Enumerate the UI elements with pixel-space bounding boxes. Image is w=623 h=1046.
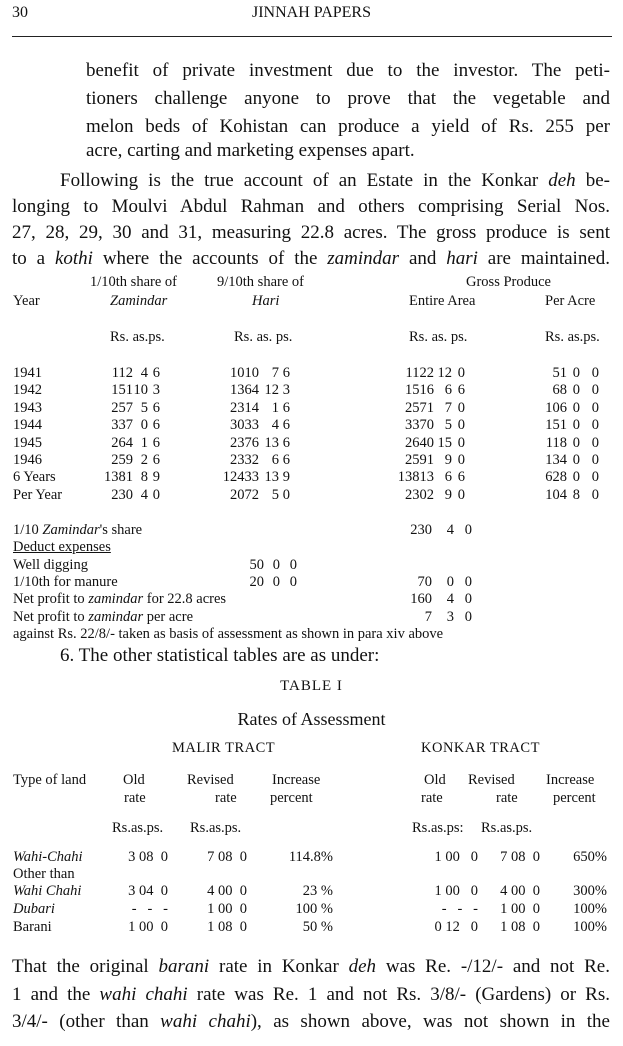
cell-value: 0 bbox=[591, 434, 599, 451]
text-run: are maintained. bbox=[477, 248, 611, 269]
cell-value: 2640 bbox=[405, 434, 434, 451]
cell-value: 0 bbox=[457, 486, 465, 503]
cell-value: 1 08 0 bbox=[207, 919, 247, 935]
text-run: longing to Moulvi Abdul Rahman and others comprising Serial Nos. bbox=[12, 196, 610, 217]
cell-value: 0 bbox=[457, 365, 465, 381]
text-run: 1/10th for manure bbox=[13, 573, 118, 590]
cell-value: 68 bbox=[552, 382, 567, 399]
cell-value: 0 bbox=[446, 573, 454, 590]
cell-value: 4 bbox=[140, 486, 148, 503]
col-header-entire-area: Entire Area bbox=[409, 293, 476, 309]
column-header: Increase bbox=[272, 772, 321, 788]
cell-value: 300% bbox=[573, 883, 607, 899]
cell-value: 0 bbox=[457, 434, 465, 451]
cell-value: 7 bbox=[271, 365, 279, 381]
cell-value: 12 bbox=[437, 365, 452, 381]
cell-value: 3370 bbox=[405, 417, 434, 434]
text-line bbox=[12, 222, 610, 244]
cell-value: 51 bbox=[552, 365, 567, 381]
column-header: Rs.as.ps. bbox=[190, 820, 242, 836]
cell-value: 9 bbox=[444, 486, 452, 503]
cell-value: 6 bbox=[152, 399, 160, 416]
cell-value: 0 12 0 bbox=[434, 919, 478, 935]
text-run: and bbox=[399, 248, 447, 269]
cell-value: 0 bbox=[457, 399, 465, 416]
cell-value: 1 00 0 bbox=[434, 849, 478, 865]
cell-value: 230 bbox=[111, 486, 133, 503]
text-run: 1 and the bbox=[12, 984, 100, 1005]
cell-value: 0 bbox=[572, 417, 580, 434]
cell-value: 0 bbox=[591, 382, 599, 399]
cell-value: 4 bbox=[446, 591, 454, 608]
italic-term: kothi bbox=[54, 248, 93, 269]
italic-term: deh bbox=[348, 956, 377, 977]
cell-value: 0 bbox=[457, 417, 465, 434]
column-header: rate bbox=[124, 790, 146, 806]
cell-value: 9 bbox=[282, 469, 290, 486]
cell-value: 2591 bbox=[405, 452, 434, 468]
cell-value: 3 bbox=[446, 608, 454, 625]
cell-value: 1 08 0 bbox=[500, 919, 540, 935]
cell-value: 6 bbox=[457, 382, 465, 399]
column-header: Increase bbox=[546, 772, 595, 788]
cell-value: 0 bbox=[152, 486, 160, 503]
cell-value: 8 bbox=[140, 469, 148, 486]
cell-value: 0 bbox=[572, 365, 580, 381]
cell-value: 9 bbox=[444, 452, 452, 468]
row-label: 1946 bbox=[13, 452, 42, 468]
cell-value: 7 bbox=[424, 608, 432, 625]
cell-value: 5 bbox=[271, 486, 279, 503]
cell-value: 1364 bbox=[230, 382, 259, 399]
col-header-hari-top: 9/10th share of bbox=[217, 274, 304, 290]
cell-value: 1 bbox=[140, 434, 148, 451]
cell-value: 1122 bbox=[405, 365, 434, 381]
text-run: Well digging bbox=[13, 556, 88, 573]
running-title: JINNAH PAPERS bbox=[252, 4, 371, 21]
calc-label bbox=[13, 626, 443, 643]
cell-value: 2314 bbox=[230, 399, 259, 416]
column-header: Revised bbox=[187, 772, 234, 788]
land-type: Wahi-Chahi bbox=[13, 849, 83, 865]
cell-value: 3033 bbox=[230, 417, 259, 434]
column-header: Rs.as.ps: bbox=[412, 820, 464, 836]
cell-value: 23 % bbox=[302, 883, 333, 899]
col-header-year: Year bbox=[13, 293, 40, 309]
cell-value: 0 bbox=[591, 399, 599, 416]
calc-label bbox=[13, 609, 193, 626]
col-header-zamindar-top: 1/10th share of bbox=[90, 274, 177, 290]
text-run: per acre bbox=[143, 608, 194, 625]
cell-value: 259 bbox=[111, 452, 133, 468]
cell-value: 1381 bbox=[104, 469, 133, 486]
text-line bbox=[12, 984, 610, 1006]
row-label: 1945 bbox=[13, 434, 42, 451]
cell-value: 6 bbox=[444, 382, 452, 399]
cell-value: 50 bbox=[249, 556, 264, 573]
cell-value: 100% bbox=[573, 919, 607, 935]
column-header: Rs.as.ps. bbox=[112, 820, 164, 836]
text-run: rate in Konkar bbox=[209, 956, 349, 977]
cell-value: 0 bbox=[464, 608, 472, 625]
cell-value: 6 bbox=[282, 365, 290, 381]
calc-label bbox=[13, 539, 111, 556]
cell-value: 5 bbox=[140, 399, 148, 416]
row-label: 1941 bbox=[13, 365, 42, 381]
cell-value: 104 bbox=[545, 486, 567, 503]
text-run: ), as shown above, was not shown in the bbox=[250, 1011, 610, 1032]
malir-tract-heading: MALIR TRACT bbox=[172, 740, 276, 756]
text-run: 1/10 bbox=[13, 522, 43, 538]
italic-term: Zamindar bbox=[42, 522, 100, 538]
col-header-per-acre: Per Acre bbox=[545, 293, 596, 309]
cell-value: 257 bbox=[111, 399, 133, 416]
text-run: be- bbox=[575, 170, 610, 191]
table-title: Rates of Assessment bbox=[237, 709, 386, 729]
cell-value: 264 bbox=[111, 434, 133, 451]
cell-value: 6 bbox=[282, 417, 290, 434]
cell-value: 6 bbox=[457, 469, 465, 486]
cell-value: - - - bbox=[441, 901, 478, 917]
cell-value: 106 bbox=[545, 399, 567, 416]
cell-value: 0 bbox=[591, 469, 599, 486]
cell-value: 12 bbox=[264, 382, 279, 399]
text-run: benefit of private investment due to the investor. The peti- bbox=[86, 60, 610, 81]
column-header: percent bbox=[553, 790, 596, 806]
column-header: percent bbox=[270, 790, 313, 806]
cell-value: 1 00 0 bbox=[207, 901, 247, 917]
text-line bbox=[12, 248, 610, 270]
cell-value: 628 bbox=[545, 469, 567, 486]
cell-value: 4 bbox=[271, 417, 279, 434]
cell-value: 50 % bbox=[302, 919, 333, 935]
cell-value: 13 bbox=[264, 434, 279, 451]
text-line bbox=[12, 956, 610, 978]
text-run: was Re. -/12/- and not Re. bbox=[376, 956, 610, 977]
cell-value: 8 bbox=[572, 486, 580, 503]
cell-value: 112 bbox=[111, 365, 133, 381]
cell-value: 151 bbox=[545, 417, 567, 434]
cell-value: 7 08 0 bbox=[500, 849, 540, 865]
italic-term: wahi chahi bbox=[99, 984, 188, 1005]
cell-value: 3 04 0 bbox=[128, 883, 168, 899]
text-run: 's share bbox=[99, 522, 143, 538]
land-type: Dubari bbox=[13, 901, 55, 917]
cell-value: 0 bbox=[464, 522, 472, 538]
cell-value: 337 bbox=[111, 417, 133, 434]
italic-term: zamindar bbox=[88, 591, 144, 608]
column-header: rate bbox=[421, 790, 443, 806]
cell-value: 0 bbox=[289, 573, 297, 590]
text-run: That the original bbox=[12, 956, 159, 977]
text-line bbox=[60, 170, 610, 192]
cell-value: 13813 bbox=[397, 469, 434, 486]
cell-value: 134 bbox=[545, 452, 567, 468]
text-run: Deduct expenses bbox=[13, 539, 111, 556]
calc-label bbox=[13, 522, 142, 539]
cell-value: 7 08 0 bbox=[207, 849, 247, 865]
cell-value: 0 bbox=[572, 399, 580, 416]
cell-value: - - - bbox=[131, 901, 168, 917]
cell-value: 3 08 0 bbox=[128, 849, 168, 865]
cell-value: 0 bbox=[464, 591, 472, 608]
cell-value: 0 bbox=[572, 452, 580, 468]
column-header: Old bbox=[424, 772, 446, 788]
cell-value: 9 bbox=[152, 469, 160, 486]
column-header: Rs.as.ps. bbox=[481, 820, 533, 836]
text-run: Net profit to bbox=[13, 608, 89, 625]
cell-value: 0 bbox=[591, 365, 599, 381]
cell-value: 20 bbox=[249, 573, 264, 590]
cell-value: 1 00 0 bbox=[500, 901, 540, 917]
cell-value: 2332 bbox=[230, 452, 259, 468]
italic-term: barani bbox=[158, 956, 210, 977]
cell-value: 70 bbox=[417, 573, 432, 590]
cell-value: 0 bbox=[140, 417, 148, 434]
italic-term: wahi chahi bbox=[160, 1011, 251, 1032]
cell-value: 4 bbox=[140, 365, 148, 381]
land-type: Wahi Chahi bbox=[13, 883, 82, 899]
cell-value: 160 bbox=[410, 591, 432, 608]
table-label: TABLE I bbox=[280, 678, 343, 694]
text-run: Following is the true account of an Estate in the Konkar bbox=[60, 170, 549, 191]
column-header: Old bbox=[123, 772, 145, 788]
cell-value: 4 bbox=[446, 522, 454, 538]
text-line bbox=[86, 60, 610, 82]
text-line bbox=[86, 140, 610, 162]
cell-value: 2571 bbox=[405, 399, 434, 416]
italic-term: deh bbox=[548, 170, 576, 191]
column-header: rate bbox=[496, 790, 518, 806]
cell-value: 0 bbox=[591, 486, 599, 503]
cell-value: 6 bbox=[152, 434, 160, 451]
col-header-hari: Hari bbox=[252, 293, 280, 309]
cell-value: 6 bbox=[282, 399, 290, 416]
col-header-gross-produce: Gross Produce bbox=[466, 274, 551, 290]
units-per-acre: Rs. as.ps. bbox=[545, 329, 600, 345]
cell-value: 3 bbox=[152, 382, 160, 399]
cell-value: 0 bbox=[464, 573, 472, 590]
cell-value: 6 bbox=[152, 365, 160, 381]
row-label: 1942 bbox=[13, 382, 42, 399]
italic-term: zamindar bbox=[327, 248, 400, 269]
text-run: 3/4/- (other than bbox=[12, 1011, 161, 1032]
cell-value: 0 bbox=[572, 469, 580, 486]
cell-value: 0 bbox=[272, 573, 280, 590]
row-label: 1944 bbox=[13, 417, 42, 434]
cell-value: 5 bbox=[444, 417, 452, 434]
text-run: rate was Re. 1 and not Rs. 3/8/- (Gardens) or Rs. bbox=[187, 984, 610, 1005]
cell-value: 2072 bbox=[230, 486, 259, 503]
header-rule bbox=[12, 36, 612, 37]
cell-value: 4 00 0 bbox=[500, 883, 540, 899]
text-run: where the accounts of the bbox=[92, 248, 328, 269]
cell-value: 0 bbox=[282, 486, 290, 503]
calc-label bbox=[13, 591, 226, 608]
konkar-tract-heading: KONKAR TRACT bbox=[421, 740, 540, 756]
cell-value: 6 bbox=[444, 469, 452, 486]
land-type-prefix: Other than bbox=[13, 866, 75, 882]
text-line bbox=[12, 196, 610, 218]
cell-value: 6 bbox=[152, 417, 160, 434]
cell-value: 1 bbox=[271, 399, 279, 416]
text-run: against Rs. 22/8/- taken as basis of assessment as shown in para xiv above bbox=[13, 625, 444, 642]
page-number: 30 bbox=[12, 4, 28, 21]
cell-value: 0 bbox=[289, 556, 297, 573]
text-line bbox=[86, 116, 610, 138]
italic-term: zamindar bbox=[88, 608, 144, 625]
row-label: 1943 bbox=[13, 399, 42, 416]
cell-value: 15 bbox=[437, 434, 452, 451]
cell-value: 12433 bbox=[222, 469, 259, 486]
cell-value: 0 bbox=[572, 382, 580, 399]
text-run: 27, 28, 29, 30 and 31, measuring 22.8 acres. The gross produce is sent bbox=[12, 222, 610, 243]
units-zamindar: Rs. as.ps. bbox=[110, 329, 165, 345]
cell-value: 0 bbox=[272, 556, 280, 573]
cell-value: 6 bbox=[282, 434, 290, 451]
text-run: for 22.8 acres bbox=[143, 591, 227, 608]
cell-value: 2302 bbox=[405, 486, 434, 503]
cell-value: 100 % bbox=[295, 901, 333, 917]
cell-value: 2376 bbox=[230, 434, 259, 451]
text-run: to a bbox=[12, 248, 55, 269]
cell-value: 6 bbox=[282, 452, 290, 468]
row-label: 6 Years bbox=[13, 469, 56, 486]
col-header-type: Type of land bbox=[13, 772, 87, 788]
cell-value: 0 bbox=[591, 452, 599, 468]
italic-term: hari bbox=[446, 248, 478, 269]
text-run: acre, carting and marketing expenses apart. bbox=[86, 140, 415, 161]
cell-value: 6 bbox=[152, 452, 160, 468]
row-label: Per Year bbox=[13, 486, 63, 503]
cell-value: 0 bbox=[591, 417, 599, 434]
cell-value: 13 bbox=[264, 469, 279, 486]
column-header: rate bbox=[215, 790, 237, 806]
cell-value: 1 00 0 bbox=[128, 919, 168, 935]
text-line bbox=[12, 1011, 610, 1033]
units-entire: Rs. as. ps. bbox=[409, 329, 468, 345]
text-run: melon beds of Kohistan can produce a yield of Rs. 255 per bbox=[86, 116, 610, 137]
cell-value: 1010 bbox=[230, 365, 259, 381]
cell-value: 0 bbox=[457, 452, 465, 468]
cell-value: 10 bbox=[133, 382, 148, 399]
cell-value: 1516 bbox=[405, 382, 434, 399]
section-6-line: 6. The other statistical tables are as under: bbox=[60, 645, 380, 666]
cell-value: 114.8% bbox=[288, 849, 333, 865]
cell-value: 7 bbox=[444, 399, 452, 416]
units-hari: Rs. as. ps. bbox=[234, 329, 293, 345]
column-header: Revised bbox=[468, 772, 515, 788]
cell-value: 3 bbox=[282, 382, 290, 399]
calc-label bbox=[13, 557, 88, 574]
cell-value: 0 bbox=[572, 434, 580, 451]
text-run: tioners challenge anyone to prove that the vegetable and bbox=[86, 88, 610, 109]
land-type: Barani bbox=[13, 919, 52, 935]
cell-value: 1 00 0 bbox=[434, 883, 478, 899]
text-run: Net profit to bbox=[13, 591, 89, 608]
cell-value: 151 bbox=[111, 382, 133, 399]
cell-value: 118 bbox=[545, 434, 567, 451]
cell-value: 6 bbox=[271, 452, 279, 468]
calc-label bbox=[13, 574, 118, 591]
cell-value: 100% bbox=[573, 901, 607, 917]
cell-value: 230 bbox=[410, 522, 432, 538]
cell-value: 4 00 0 bbox=[207, 883, 247, 899]
cell-value: 2 bbox=[140, 452, 148, 468]
cell-value: 650% bbox=[573, 849, 607, 865]
col-header-zamindar: Zamindar bbox=[110, 293, 168, 309]
text-line bbox=[86, 88, 610, 110]
